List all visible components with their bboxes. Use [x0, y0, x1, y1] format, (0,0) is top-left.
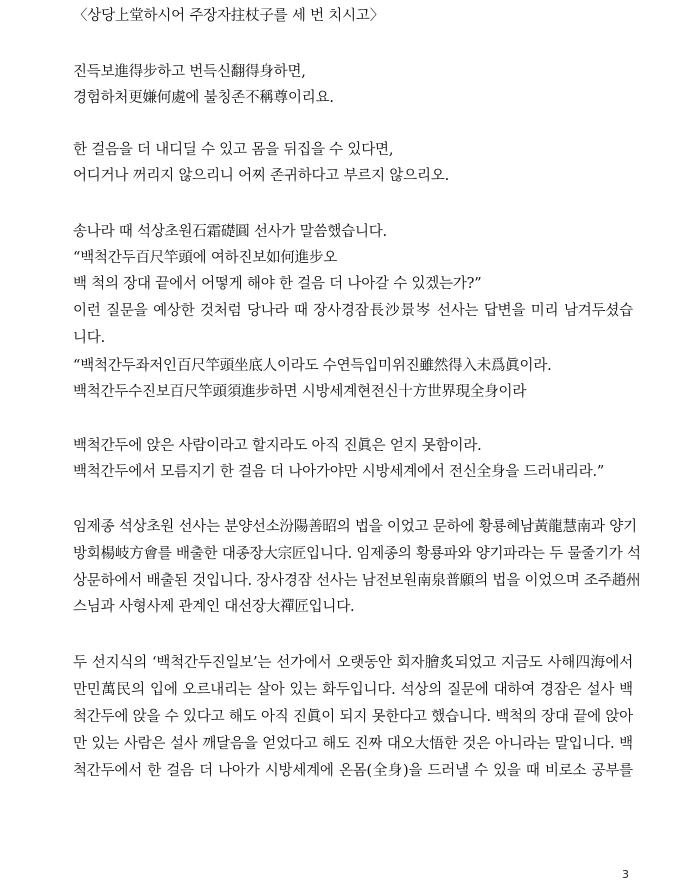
paragraph-line: 니다.	[73, 330, 106, 346]
quote-line: 백척간두에서 모름지기 한 걸음 더 나아가야만 시방세계에서 전신全身을 드러내리라.”	[73, 464, 605, 480]
paragraph-line: 스님과 사형사제 관계인 대선장大禪匠입니다.	[73, 599, 355, 615]
paragraph-line: 임제종 석상초원 선사는 분양선소汾陽善昭의 법을 이었고 문하에 황룡혜남黃龍慧南과 양기	[73, 519, 637, 535]
paragraph-line: 송나라 때 석상초원石霜礎圓 선사가 말씀했습니다.	[73, 224, 387, 240]
paragraph-line: 척간두에 앉을 수 있다고 해도 아직 진眞이 되지 못한다고 했습니다. 백척의 장대 끝에 앉아	[73, 709, 633, 725]
paragraph-line: 한 걸음을 더 내디딜 수 있고 몸을 뒤집을 수 있다면,	[73, 142, 394, 158]
paragraph-line: 어디거나 꺼리지 않으리니 어찌 존귀하다고 부르지 않으리오.	[73, 168, 450, 184]
quote-line: 백 척의 장대 끝에서 어떻게 해야 한 걸음 더 나아갈 수 있겠는가?”	[73, 276, 482, 292]
quote-line: 백척간두에 앉은 사람이라고 할지라도 아직 진眞은 얻지 못함이라.	[73, 438, 482, 454]
paragraph-line: 척간두에서 한 걸음 더 나아가 시방세계에 온몸(全身)을 드러낼 수 있을 때 비로소 공부를	[73, 763, 633, 779]
heading-line: 〈상당上堂하시어 주장자拄杖子를 세 번 치시고〉	[73, 8, 385, 24]
paragraph-line: 상문하에서 배출된 것입니다. 장사경잠 선사는 남전보원南泉普願의 법을 이었으며 조주趙州	[73, 573, 641, 589]
verse-line: 진득보進得步하고 번득신翻得身하면,	[73, 64, 306, 80]
paragraph-line: 이런 질문을 예상한 것처럼 당나라 때 장사경잠長沙景岑 선사는 답변을 미리 남겨두셨습	[73, 303, 633, 319]
paragraph-line: 방회楊岐方會를 배출한 대종장大宗匠입니다. 임제종의 황룡파와 양기파라는 두 물줄기가 석	[73, 546, 641, 562]
quote-line: 백척간두수진보百尺竿頭須進步하면 시방세계현전신十方世界現全身이라	[73, 384, 527, 400]
paragraph-line: 만민萬民의 입에 오르내리는 살아 있는 화두입니다. 석상의 질문에 대하여 경잠은 설사 백	[73, 682, 633, 698]
paragraph-line: 두 선지식의 ‘백척간두진일보’는 선가에서 오랫동안 회자膾炙되었고 지금도 사해四海에서	[73, 655, 633, 671]
quote-line: “백척간두좌저인百尺竿頭坐底人이라도 수연득입미위진雖然得入未爲眞이라.	[73, 358, 552, 374]
verse-line: 경험하처更嫌何處에 불칭존不稱尊이리요.	[73, 90, 334, 106]
paragraph-line: 만 있는 사람은 설사 깨달음을 얻었다고 해도 진짜 대오大悟한 것은 아니라는 말입니다. 백	[73, 736, 633, 752]
page-number: 3	[622, 868, 629, 881]
quote-line: “백척간두百尺竿頭에 여하진보如何進步오	[73, 250, 338, 266]
